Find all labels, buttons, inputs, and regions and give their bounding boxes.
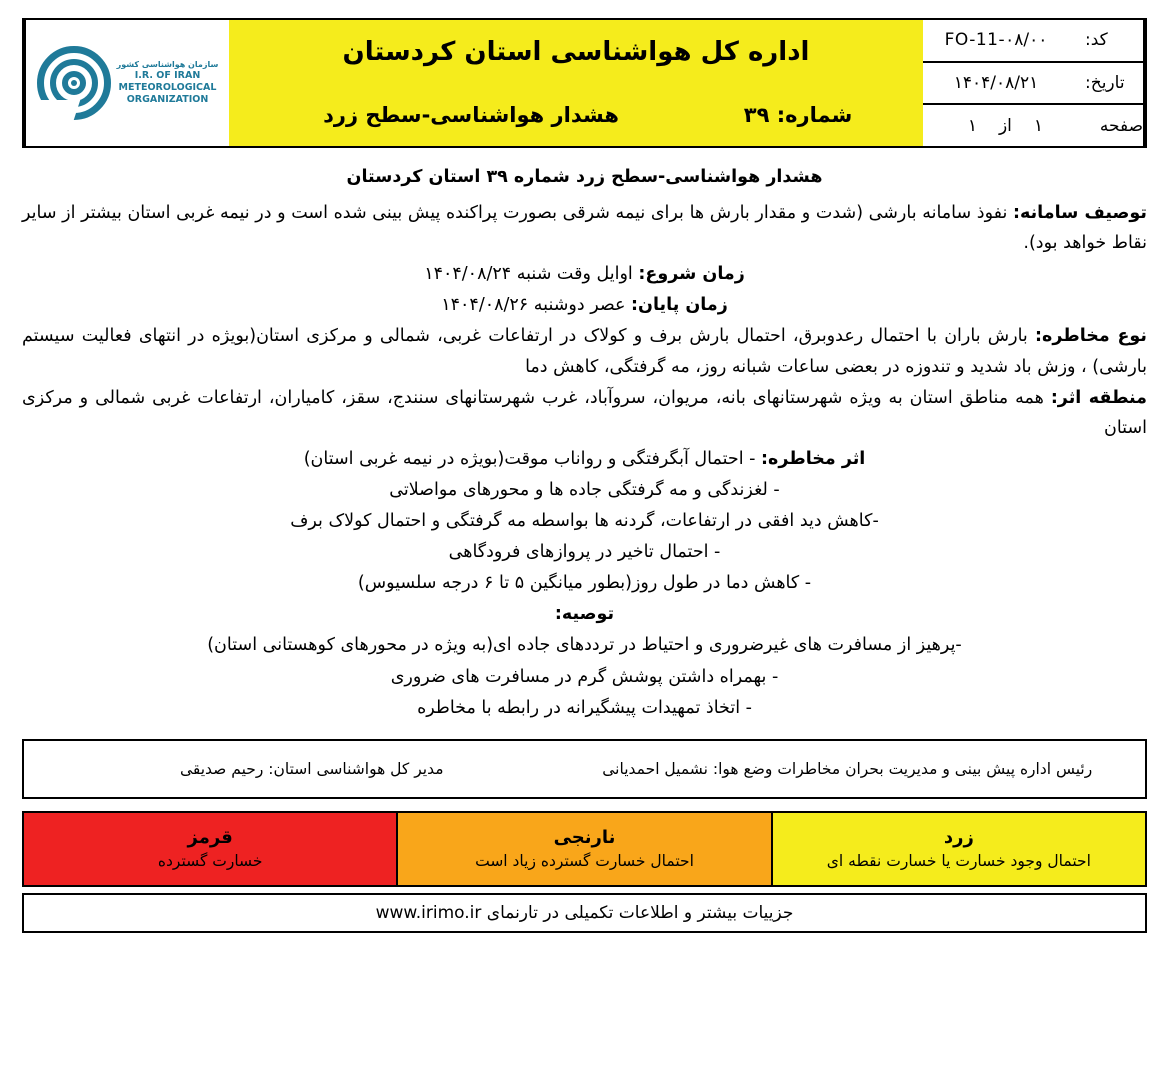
page-of: از	[998, 115, 1012, 136]
signature-box	[22, 739, 1147, 799]
end-time-text: عصر دوشنبه ۱۴۰۴/۰۸/۲۶	[441, 295, 626, 316]
document-heading: هشدار هواشناسی-سطح زرد شماره ۳۹ استان کردستان	[346, 167, 823, 187]
hazard-effect-item-4: - کاهش دما در طول روز(بطور میانگین ۵ تا ۶ درجه سلسیوس)	[357, 573, 812, 594]
recommendation-item-2: - اتخاذ تمهیدات پیشگیرانه در رابطه با مخاطره	[417, 697, 752, 718]
hazard-effect-label: اثر مخاطره:	[761, 448, 866, 469]
meta-row-code	[923, 20, 1143, 63]
logo-en-line2: METEOROLOGICAL	[118, 82, 217, 94]
signature-forecast-chief: رئیس اداره پیش بینی و مدیریت بحران مخاطرات وضع هوا: نشمیل احمدیانی	[602, 759, 1093, 778]
hazard-effect-item-2: -کاهش دید افقی در ارتفاعات، گردنه ها بواسطه مه گرفتگی و احتمال کولاک برف	[290, 511, 879, 532]
meta-row-page	[923, 105, 1143, 146]
meta-row-date	[923, 63, 1143, 106]
recommendation-item-0: -پرهیز از مسافرت های غیرضروری و احتیاط در ترددهای جاده ای(به ویژه در محورهای کوهستانی استان)	[207, 635, 962, 656]
system-description-label: توصیف سامانه:	[1013, 203, 1147, 224]
impact-area-text: همه مناطق استان به ویژه شهرستانهای بانه، مریوان، سروآباد، غرب شهرستانهای سنندج، سقز، کامیاران، ارتفاعات غربی شمالی و مرکزی استان	[22, 387, 1147, 438]
meteorological-organization-icon	[37, 46, 111, 120]
legend-title-yellow: زرد	[943, 827, 974, 849]
legend-title-orange: نارنجی	[553, 827, 616, 849]
hazard-effect-item	[22, 568, 1147, 598]
alert-number-label: شماره:	[776, 102, 853, 127]
hazard-effect-item-0: - احتمال آبگرفتگی و رواناب موقت(بویژه در نیمه غربی استان)	[303, 448, 756, 469]
end-time-paragraph	[22, 290, 1147, 320]
start-time-paragraph	[22, 259, 1147, 289]
irimo-logo	[37, 46, 219, 120]
code-value: FO-11-۰۸/۰۰	[944, 30, 1048, 51]
hazard-type-text: بارش باران با احتمال رعدوبرق، احتمال بارش برف و کولاک در ارتفاعات غربی، شمالی و مرکزی استان(بویژه در انتهای فعالیت سیستم بارشی) ، وزش باد شدید و تندوزه در بعضی ساعات شبانه روز، مه گرفتگی، کاهش دما	[22, 326, 1147, 377]
alert-number-value: ۳۹	[743, 102, 770, 127]
legend-title-red: قرمز	[187, 827, 233, 849]
start-time-label: زمان شروع:	[638, 264, 745, 285]
recommendation-item	[22, 662, 1147, 692]
end-time-label: زمان پایان:	[631, 295, 728, 316]
severity-legend	[22, 811, 1147, 887]
hazard-effect-item	[22, 475, 1147, 505]
hazard-effect-item	[22, 506, 1147, 536]
alert-level-title: هشدار هواشناسی-سطح زرد	[323, 102, 619, 127]
impact-area-paragraph	[22, 383, 1147, 443]
hazard-effect-item-3: - احتمال تاخیر در پروازهای فرودگاهی	[448, 542, 721, 563]
footer-note	[22, 893, 1147, 933]
logo-fa-text: سازمان هواشناسی کشور	[116, 60, 219, 70]
header-subrow	[229, 83, 923, 146]
date-value: ۱۴۰۴/۰۸/۲۱	[953, 73, 1039, 93]
legend-desc-red: خسارت گسترده	[157, 852, 263, 871]
alert-number	[673, 103, 923, 127]
document-header	[22, 18, 1147, 148]
page-current: ۱	[1033, 115, 1044, 136]
system-description-paragraph	[22, 198, 1147, 258]
recommendation-item	[22, 693, 1147, 723]
hazard-effect-item-1: - لغزندگی و مه گرفتگی جاده ها و محورهای مواصلاتی	[389, 479, 780, 500]
organization-title: اداره کل هواشناسی استان کردستان	[342, 36, 810, 67]
page-label: صفحه	[1099, 115, 1143, 136]
hazard-type-paragraph	[22, 321, 1147, 381]
header-meta-block	[923, 20, 1145, 146]
system-description-text: نفوذ سامانه بارشی (شدت و مقدار بارش ها برای نیمه شرقی بصورت پراکنده پیش بینی شده است و در نیمه غربی استان بیشتر از سایر نقاط خواهد بود).	[22, 203, 1147, 254]
logo-en-line3: ORGANIZATION	[126, 93, 209, 105]
legend-cell-red	[24, 813, 396, 885]
start-time-text: اوایل وقت شنبه ۱۴۰۴/۰۸/۲۴	[424, 264, 633, 285]
recommendation-item-1: - بهمراه داشتن پوشش گرم در مسافرت های ضروری	[390, 666, 779, 687]
header-banner	[229, 20, 923, 146]
hazard-effect-item	[22, 537, 1147, 567]
legend-desc-orange: احتمال خسارت گسترده زیاد است	[475, 852, 694, 871]
impact-area-label: منطقه اثر:	[1050, 387, 1147, 408]
recommendation-item	[22, 630, 1147, 660]
logo-en-line1: I.R. OF IRAN	[134, 70, 201, 82]
logo-text	[117, 60, 219, 106]
document-body	[22, 148, 1147, 723]
footer-text: جزییات بیشتر و اطلاعات تکمیلی در تارنمای www.irimo.ir	[375, 902, 794, 923]
hazard-effect-first-line	[22, 444, 1147, 474]
date-label: تاریخ:	[1085, 73, 1125, 93]
signature-director-general: مدیر کل هواشناسی استان: رحیم صدیقی	[179, 759, 444, 778]
legend-desc-yellow: احتمال وجود خسارت یا خسارت نقطه ای	[826, 852, 1091, 871]
code-label: کد:	[1085, 30, 1108, 51]
header-logo-block	[24, 20, 229, 146]
page-value	[923, 116, 1094, 136]
legend-cell-yellow	[771, 813, 1145, 885]
page-total: ۱	[967, 115, 977, 136]
legend-cell-orange	[396, 813, 770, 885]
recommendation-label: توصیه:	[554, 604, 615, 625]
hazard-type-label: نوع مخاطره:	[1035, 326, 1147, 347]
